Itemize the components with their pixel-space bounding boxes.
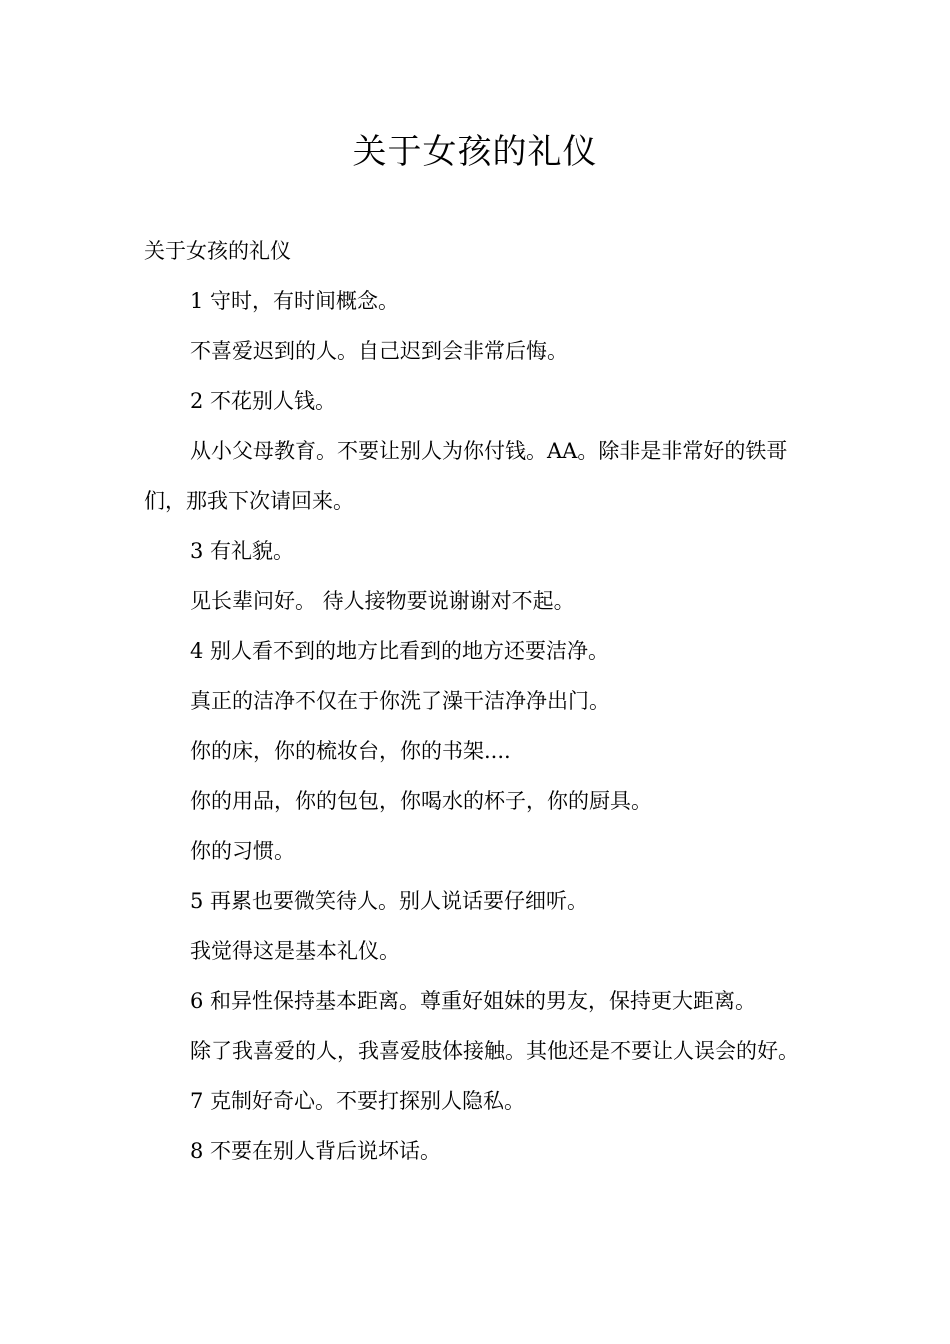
paragraph: 你的床，你的梳妆台，你的书架.... [190,739,511,763]
paragraph: 我觉得这是基本礼仪。 [190,939,400,963]
document-body [144,226,808,1176]
paragraph: 4 别人看不到的地方比看到的地方还要洁净。 [190,639,610,663]
paragraph: 真正的洁净不仅在于你洗了澡干洁净净出门。 [190,689,610,713]
paragraph: 6 和异性保持基本距离。尊重好姐妹的男友，保持更大距离。 [190,989,757,1013]
paragraph: 3 有礼貌。 [190,539,295,563]
paragraph: 关于女孩的礼仪 [144,239,291,263]
paragraph: 8 不要在别人背后说坏话。 [190,1139,442,1163]
document-title: 关于女孩的礼仪 [352,132,598,172]
paragraph: 5 再累也要微笑待人。别人说话要仔细听。 [190,889,589,913]
paragraph: 不喜爱迟到的人。自己迟到会非常后悔。 [190,339,568,363]
paragraph: 见长辈问好。 待人接物要说谢谢对不起。 [190,589,575,613]
paragraph: 2 不花别人钱。 [190,389,337,413]
paragraph: 你的习惯。 [190,839,295,863]
paragraph: 1 守时，有时间概念。 [190,289,400,313]
paragraph: 除了我喜爱的人，我喜爱肢体接触。其他还是不要让人误会的好。 [190,1039,799,1063]
paragraph: 从小父母教育。不要让别人为你付钱。AA。除非是非常好的铁哥们，那我下次请回来。 [144,439,788,513]
paragraph: 7 克制好奇心。不要打探别人隐私。 [190,1089,526,1113]
paragraph: 你的用品，你的包包，你喝水的杯子，你的厨具。 [190,789,652,813]
